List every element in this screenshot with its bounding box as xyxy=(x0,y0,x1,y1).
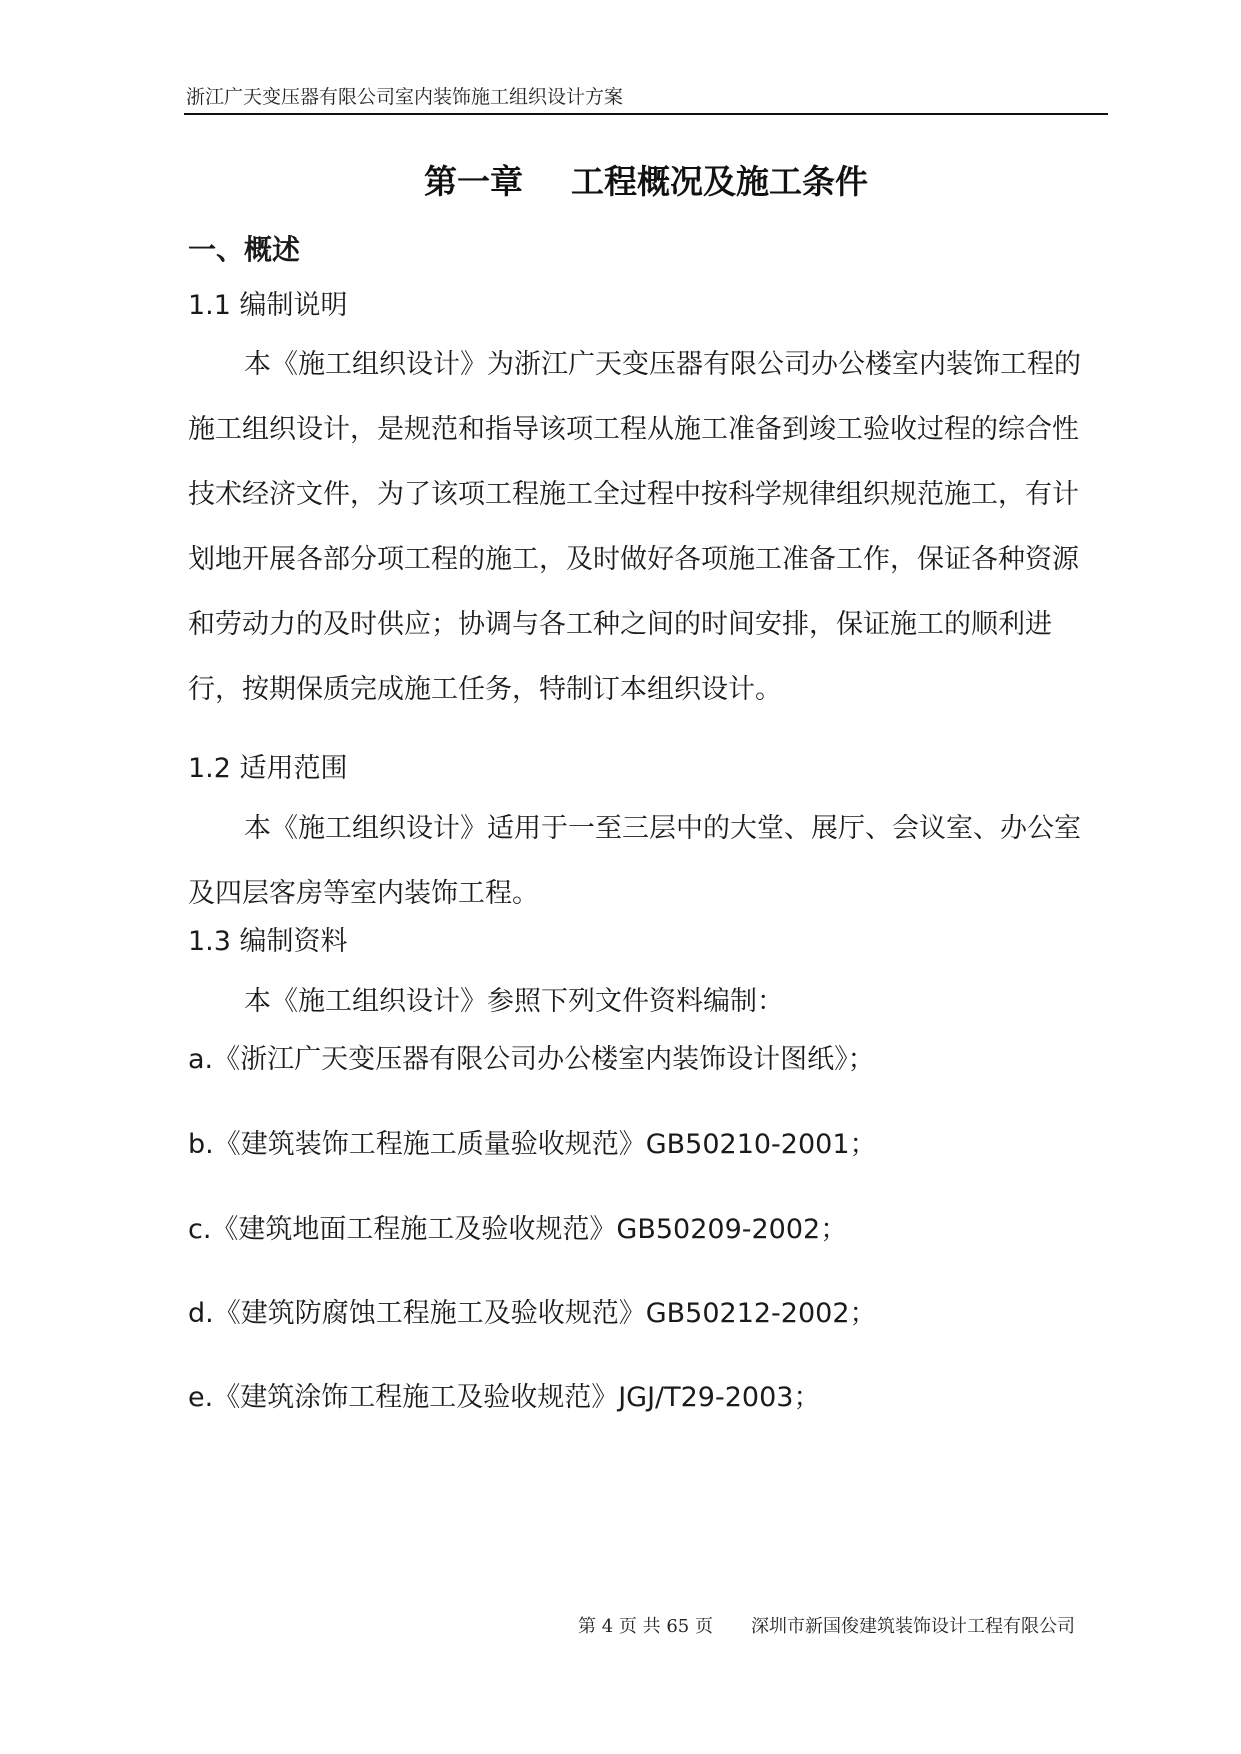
subsection-heading-1-1: 1.1 编制说明 xyxy=(188,290,348,321)
subsection-heading-1-3: 1.3 编制资料 xyxy=(188,926,348,957)
section-heading-overview: 一、概述 xyxy=(188,233,301,266)
reference-item-a: a.《浙江广天变压器有限公司办公楼室内装饰设计图纸》； xyxy=(188,1044,875,1075)
header-divider xyxy=(184,113,1108,115)
chapter-title xyxy=(184,160,1108,204)
reference-item-e: e.《建筑涂饰工程施工及验收规范》JGJ/T29-2003； xyxy=(188,1382,821,1413)
footer-company: 深圳市新国俊建筑装饰设计工程有限公司 xyxy=(750,1616,1075,1637)
header-title: 浙江广天变压器有限公司室内装饰施工组织设计方案 xyxy=(186,86,624,108)
page-footer xyxy=(578,1612,1075,1638)
chapter-label: 第一章 xyxy=(424,162,523,201)
reference-item-c: c.《建筑地面工程施工及验收规范》GB50209-2002； xyxy=(188,1214,848,1245)
page-number: 第 4 页 共 65 页 xyxy=(578,1616,713,1637)
reference-item-b: b.《建筑装饰工程施工质量验收规范》GB50210-2001； xyxy=(188,1129,877,1160)
subsection-heading-1-2: 1.2 适用范围 xyxy=(188,753,348,784)
page-header xyxy=(186,86,1106,108)
paragraph-1-2: 本《施工组织设计》适用于一至三层中的大堂、展厅、会议室、办公室及四层客房等室内装饰工程。 xyxy=(188,813,1081,909)
reference-item-d: d.《建筑防腐蚀工程施工及验收规范》GB50212-2002； xyxy=(188,1298,877,1329)
paragraph-1-3-intro: 本《施工组织设计》参照下列文件资料编制： xyxy=(244,986,784,1017)
paragraph-1-1: 本《施工组织设计》为浙江广天变压器有限公司办公楼室内装饰工程的施工组织设计，是规范和指导该项工程从施工准备到竣工验收过程的综合性技术经济文件，为了该项工程施工全过程中按科学规律组织规范施工，有计划地开展各部分项工程的施工，及时做好各项施工准备工作，保证各种资源和劳动力的及时供应；协调与各工种之间的时间安排，保证施工的顺利进行，按期保质完成施工任务，特制订本组织设计。 xyxy=(188,349,1081,705)
chapter-name: 工程概况及施工条件 xyxy=(571,162,868,201)
